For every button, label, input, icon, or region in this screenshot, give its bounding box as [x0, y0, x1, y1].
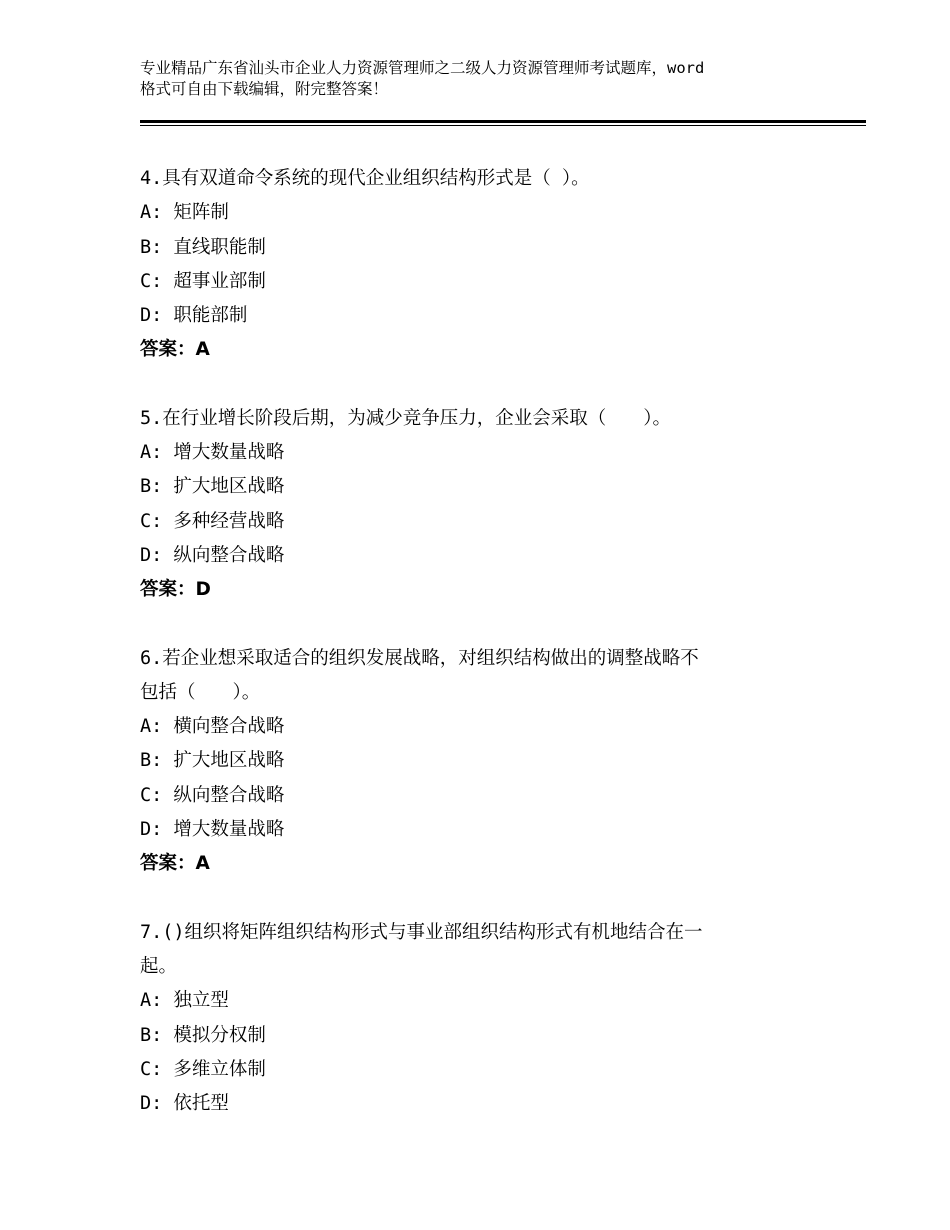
question-stem-line-1: 7.()组织将矩阵组织结构形式与事业部组织结构形式有机地结合在一: [140, 921, 703, 943]
question-stem-line-2: 包括（ ）。: [140, 681, 261, 703]
option-d: D: 依托型: [140, 1093, 229, 1115]
question-spacer: [140, 608, 820, 642]
question-stem: 5.在行业增长阶段后期，为减少竞争压力，企业会采取（ ）。: [140, 407, 672, 429]
option-d: D: 增大数量战略: [140, 819, 285, 841]
header-title-line-2: 格式可自由下载编辑，附完整答案！: [140, 80, 389, 98]
question-6: [140, 642, 820, 882]
option-a: A: 横向整合战略: [140, 716, 285, 738]
option-b: B: 扩大地区战略: [140, 476, 285, 498]
option-a: A: 增大数量战略: [140, 442, 285, 464]
option-c: C: 纵向整合战略: [140, 784, 285, 806]
header-divider-thick: [140, 120, 866, 123]
question-7: [140, 916, 820, 1122]
option-b: B: 模拟分权制: [140, 1024, 266, 1046]
option-c: C: 多种经营战略: [140, 510, 285, 532]
answer-label: 答案：A: [140, 853, 210, 875]
option-b: B: 直线职能制: [140, 236, 266, 258]
answer-label: 答案：A: [140, 339, 210, 361]
question-stem-line-2: 起。: [140, 955, 178, 977]
question-spacer: [140, 882, 820, 916]
question-4: [140, 162, 820, 368]
option-d: D: 纵向整合战略: [140, 544, 285, 566]
option-d: D: 职能部制: [140, 305, 248, 327]
option-c: C: 超事业部制: [140, 270, 266, 292]
option-c: C: 多维立体制: [140, 1058, 266, 1080]
question-list: [140, 162, 820, 1121]
header-title-line-1: 专业精品广东省汕头市企业人力资源管理师之二级人力资源管理师考试题库，word: [140, 59, 705, 77]
option-b: B: 扩大地区战略: [140, 750, 285, 772]
document-header: [140, 58, 840, 100]
question-5: [140, 402, 820, 608]
question-stem-line-1: 6.若企业想采取适合的组织发展战略，对组织结构做出的调整战略不: [140, 647, 699, 669]
answer-label: 答案：D: [140, 579, 211, 601]
option-a: A: 矩阵制: [140, 202, 229, 224]
question-stem: 4.具有双道命令系统的现代企业组织结构形式是（ ）。: [140, 168, 590, 189]
question-spacer: [140, 368, 820, 402]
header-divider-thin: [140, 125, 866, 126]
option-a: A: 独立型: [140, 990, 229, 1012]
